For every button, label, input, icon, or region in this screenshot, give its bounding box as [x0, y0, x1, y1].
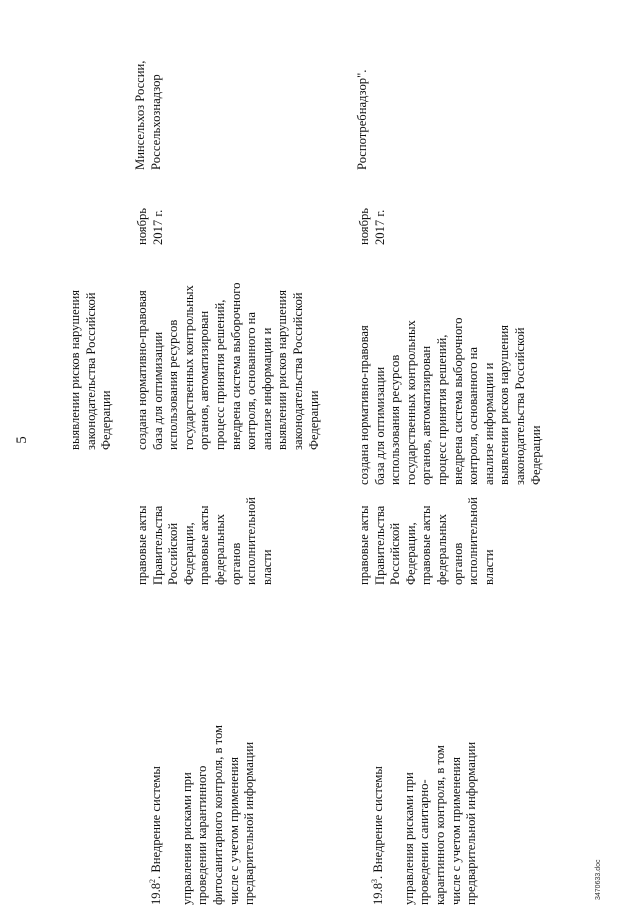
measure-title-first: . Внедрение системы [370, 766, 385, 879]
document-type: правовые акты Правительства Российской Федерации, правовые акты федеральных органов исполнительной власти [357, 497, 496, 585]
measure-title-rest: управления рисками при проведении карантинного фитосанитарного контроля, в том числе с учетом применения предварительной информации [179, 725, 257, 905]
measure-number-sup: 2 [147, 878, 157, 883]
measure-title [355, 605, 495, 905]
deadline: ноябрь 2017 г. [135, 207, 165, 245]
document-type: правовые акты Правительства Российской Федерации, правовые акты федеральных органов исполнительной власти [135, 497, 274, 585]
measure-title [133, 605, 273, 905]
measure-title-rest: управления рисками при проведении санитарно- карантинного контроля, в том числе с учетом применения предварительной информации [401, 741, 479, 905]
deadline: ноябрь 2017 г. [357, 207, 387, 245]
responsible: Минсельхоз России, Россельхознадзор [133, 60, 163, 170]
expected-result: создана нормативно-правовая база для оптимизации использования ресурсов государственных контрольных органов, автоматизирован процесс принятия решений, внедрена система выборочного контроля, основанного на анализе информации и выявлении рисков нарушения законодательства Российской Федерации [357, 317, 543, 485]
page-number: 5 [14, 436, 30, 444]
measure-number: 19.8 [370, 882, 385, 905]
expected-result: создана нормативно-правовая база для оптимизации использования ресурсов государственных контрольных органов, автоматизирован процесс принятия решений, внедрена система выборочного контроля, основанного на анализе информации и выявлении рисков нарушения законодательства Российской Федерации [135, 282, 321, 450]
measure-number-sup: 3 [369, 878, 379, 883]
continuation-text: выявлении рисков нарушения законодательства Российской Федерации [68, 289, 114, 450]
responsible: Роспотребнадзор". [355, 69, 369, 170]
measure-number: 19.8 [148, 882, 163, 905]
measure-title-first: . Внедрение системы [148, 766, 163, 879]
footer-filename: 3470633.doc [595, 859, 602, 900]
